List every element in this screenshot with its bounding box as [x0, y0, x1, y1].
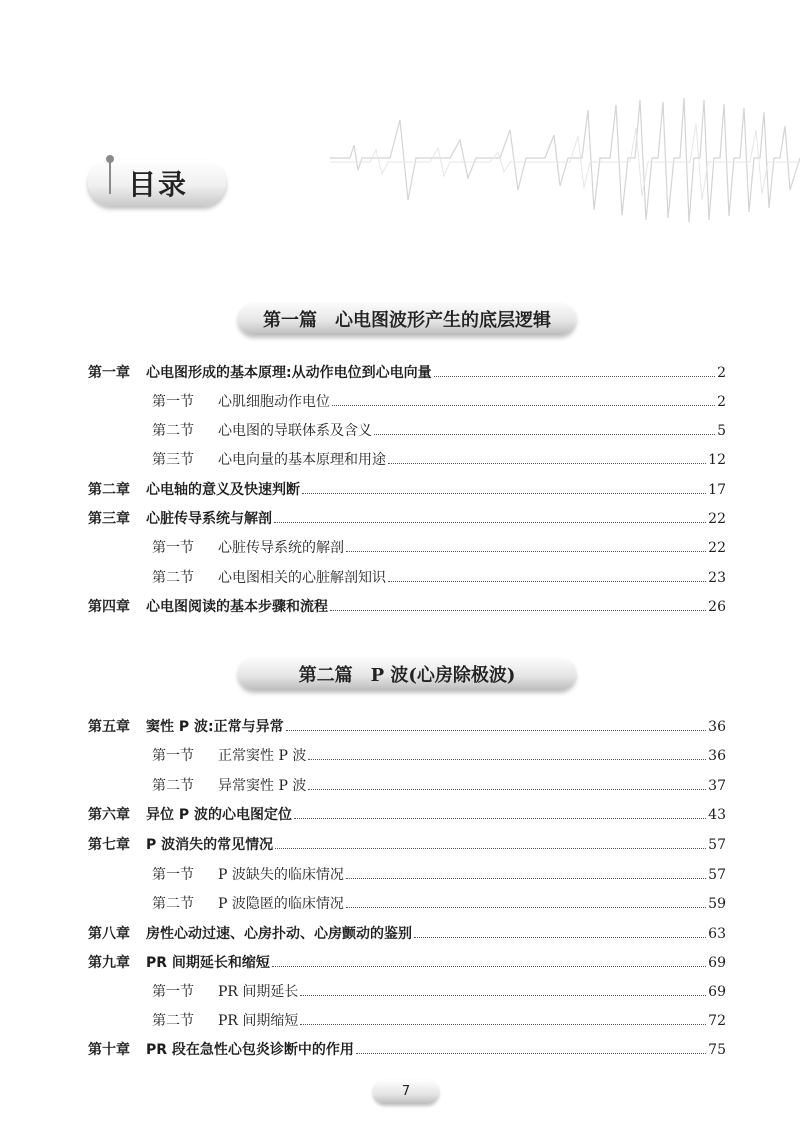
- toc-entry[interactable]: [88, 950, 726, 972]
- toc-entry[interactable]: [88, 862, 726, 884]
- toc-entry[interactable]: [88, 506, 726, 528]
- entry-number: 第二节: [152, 570, 194, 586]
- toc-entry[interactable]: [88, 565, 726, 587]
- entry-title: PR 间期延长: [218, 984, 299, 1000]
- entry-number: 第一章: [88, 365, 130, 381]
- toc-entry[interactable]: [88, 743, 726, 765]
- dot-leader: [300, 995, 706, 996]
- entry-page: 22: [708, 540, 726, 556]
- entry-number: 第一节: [152, 540, 194, 556]
- dot-leader: [434, 376, 715, 377]
- dot-leader: [332, 405, 715, 406]
- entry-title: 心电图的导联体系及含义: [218, 423, 372, 439]
- entry-number: 第五章: [88, 719, 130, 735]
- entry-page: 36: [708, 748, 726, 764]
- entry-number: 第八章: [88, 926, 130, 942]
- entry-title: 心电向量的基本原理和用途: [218, 452, 386, 468]
- entry-title: 心肌细胞动作电位: [218, 394, 330, 410]
- entry-number: 第一节: [152, 394, 194, 410]
- dot-leader: [286, 730, 707, 731]
- entry-title: 正常窦性 P 波: [218, 748, 307, 764]
- page-number: 7: [373, 1080, 439, 1104]
- entry-page: 2: [717, 365, 726, 381]
- toc-entry[interactable]: [88, 1037, 726, 1059]
- dot-leader: [414, 937, 706, 938]
- part-title: P 波(心房除极波): [370, 665, 516, 686]
- toc-entry[interactable]: [88, 535, 726, 557]
- entry-title: 心脏传导系统与解剖: [146, 511, 272, 527]
- entry-title: 心电轴的意义及快速判断: [146, 482, 300, 498]
- entry-page: 57: [708, 837, 726, 853]
- toc-entry[interactable]: [88, 773, 726, 795]
- entry-page: 22: [708, 511, 726, 527]
- entry-page: 36: [708, 719, 726, 735]
- page-title: 目录: [128, 168, 189, 201]
- entry-title: 心电图阅读的基本步骤和流程: [146, 599, 328, 615]
- dot-leader: [272, 966, 706, 967]
- entry-title: PR 间期缩短: [218, 1013, 299, 1029]
- dot-leader: [308, 759, 706, 760]
- entry-title: 心电图形成的基本原理:从动作电位到心电向量: [146, 365, 432, 381]
- entry-number: 第九章: [88, 955, 130, 971]
- dot-leader: [346, 551, 706, 552]
- entry-page: 17: [708, 482, 726, 498]
- toc-entry[interactable]: [88, 594, 726, 616]
- entry-page: 59: [708, 896, 726, 912]
- entry-page: 26: [708, 599, 726, 615]
- toc-entry[interactable]: [88, 477, 726, 499]
- dot-leader: [374, 434, 715, 435]
- entry-title: P 波缺失的临床情况: [218, 867, 344, 883]
- toc-entry[interactable]: [88, 714, 726, 736]
- title-stem: [109, 160, 111, 194]
- entry-title: PR 段在急性心包炎诊断中的作用: [146, 1042, 354, 1058]
- entry-page: 12: [708, 452, 726, 468]
- part-banner-1: [238, 303, 576, 335]
- part-label: 第二篇: [298, 665, 353, 686]
- entry-title: P 波隐匿的临床情况: [218, 896, 344, 912]
- entry-number: 第十章: [88, 1042, 130, 1058]
- dot-leader: [294, 818, 706, 819]
- dot-leader: [308, 789, 706, 790]
- dot-leader: [275, 848, 706, 849]
- entry-title: 心电图相关的心脏解剖知识: [218, 570, 386, 586]
- entry-number: 第七章: [88, 837, 130, 853]
- entry-page: 75: [708, 1042, 726, 1058]
- entry-number: 第一节: [152, 748, 194, 764]
- toc-entry[interactable]: [88, 979, 726, 1001]
- dot-leader: [388, 463, 706, 464]
- entry-number: 第二节: [152, 1013, 194, 1029]
- entry-number: 第四章: [88, 599, 130, 615]
- part-banner-2: [238, 658, 576, 690]
- entry-title: 异位 P 波的心电图定位: [146, 807, 293, 823]
- dot-leader: [356, 1053, 706, 1054]
- toc-entry[interactable]: [88, 447, 726, 469]
- entry-page: 5: [717, 423, 726, 439]
- part-title: 心电图波形产生的底层逻辑: [335, 310, 551, 331]
- dot-leader: [346, 878, 706, 879]
- toc-entry[interactable]: [88, 832, 726, 854]
- dot-leader: [388, 581, 706, 582]
- entry-page: 37: [708, 778, 726, 794]
- entry-number: 第六章: [88, 807, 130, 823]
- entry-page: 2: [717, 394, 726, 410]
- dot-leader: [302, 493, 706, 494]
- entry-page: 69: [708, 955, 726, 971]
- dot-leader: [274, 522, 706, 523]
- toc-entry[interactable]: [88, 921, 726, 943]
- entry-title: 异常窦性 P 波: [218, 778, 307, 794]
- entry-number: 第二章: [88, 482, 130, 498]
- entry-number: 第一节: [152, 867, 194, 883]
- entry-page: 43: [708, 807, 726, 823]
- entry-number: 第二节: [152, 896, 194, 912]
- toc-entry[interactable]: [88, 802, 726, 824]
- toc-entry[interactable]: [88, 418, 726, 440]
- entry-page: 72: [708, 1013, 726, 1029]
- dot-leader: [330, 610, 706, 611]
- toc-entry[interactable]: [88, 360, 726, 382]
- part-label: 第一篇: [263, 310, 317, 331]
- toc-entry[interactable]: [88, 891, 726, 913]
- toc-entry[interactable]: [88, 389, 726, 411]
- entry-number: 第二节: [152, 423, 194, 439]
- entry-number: 第三节: [152, 452, 194, 468]
- entry-page: 63: [708, 926, 726, 942]
- entry-page: 23: [708, 570, 726, 586]
- entry-title: 窦性 P 波:正常与异常: [146, 719, 284, 735]
- ecg-wave-decoration: [330, 90, 800, 250]
- dot-leader: [346, 907, 706, 908]
- entry-title: 心脏传导系统的解剖: [218, 540, 344, 556]
- entry-title: PR 间期延长和缩短: [146, 955, 270, 971]
- entry-page: 69: [708, 984, 726, 1000]
- entry-page: 57: [708, 867, 726, 883]
- entry-title: 房性心动过速、心房扑动、心房颤动的鉴别: [146, 926, 412, 942]
- entry-title: P 波消失的常见情况: [146, 837, 274, 853]
- entry-number: 第一节: [152, 984, 194, 1000]
- dot-leader: [300, 1024, 706, 1025]
- entry-number: 第二节: [152, 778, 194, 794]
- entry-number: 第三章: [88, 511, 130, 527]
- toc-entry[interactable]: [88, 1008, 726, 1030]
